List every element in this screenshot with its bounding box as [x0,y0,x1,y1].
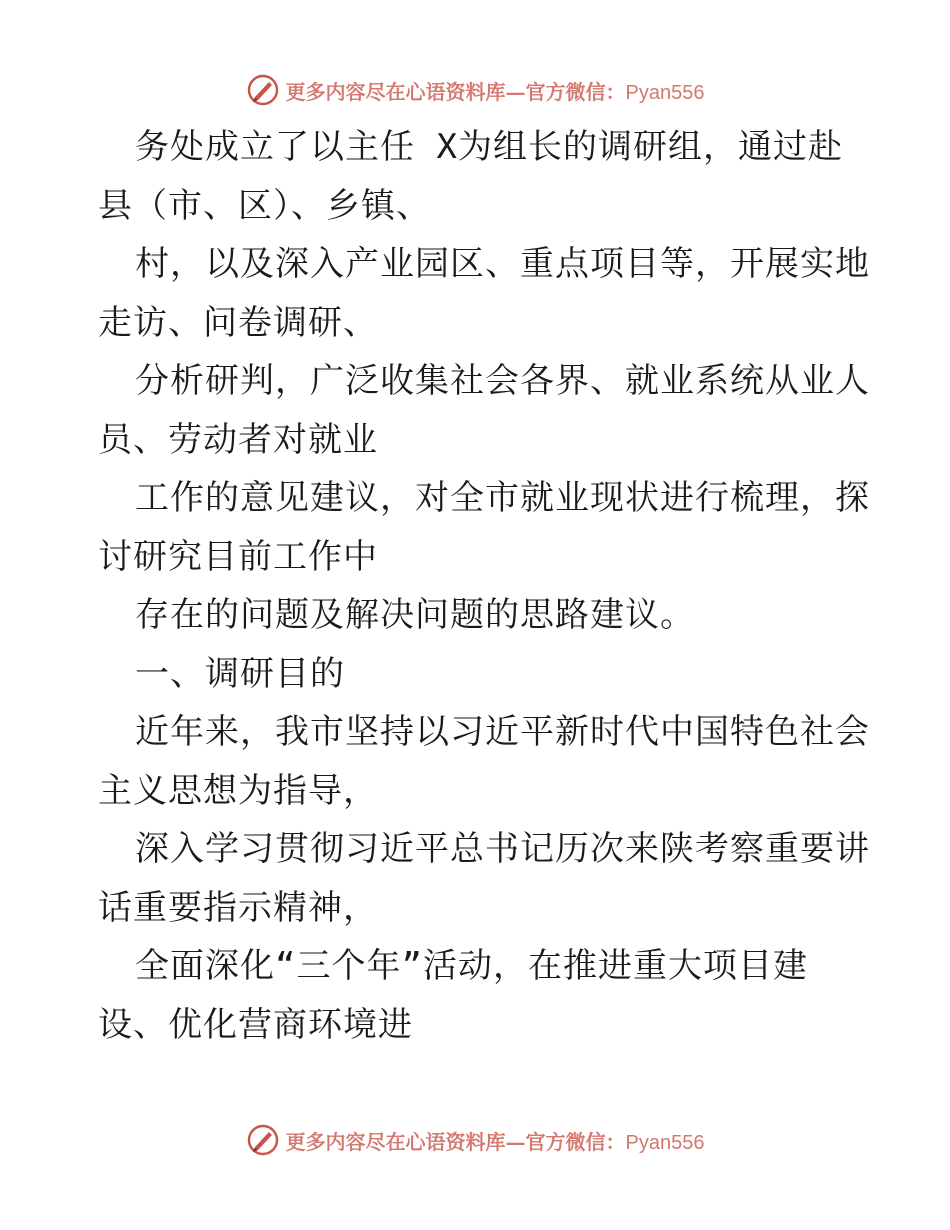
header-banner-wechat-id: Pyan556 [625,81,705,104]
document-line: 全面深化“三个年”活动，在推进重大项目建 [135,946,808,986]
header-watermark-banner [0,70,950,110]
document-line: 话重要指示精神， [98,887,378,928]
document-line: 近年来，我市坚持以习近平新时代中国特色社会 [135,712,870,752]
footer-watermark-banner [0,1120,950,1160]
pen-logo-icon [246,1123,280,1157]
footer-banner-text [286,1126,705,1155]
document-line: 讨研究目前工作中 [98,536,378,577]
document-line: 县（市、区）、乡镇、 [98,185,431,226]
document-line: 村，以及深入产业园区、重点项目等，开展实地 [135,244,870,284]
document-line: 分析研判，广泛收集社会各界、就业系统从业人 [135,361,870,401]
document-line: 一、调研目的 [135,653,345,694]
footer-banner-label: 更多内容尽在心语资料库—官方微信： [285,1129,626,1154]
document-line: 主义思想为指导， [98,770,378,811]
document-line: 员、劳动者对就业 [98,419,378,460]
document-line: 存在的问题及解决问题的思路建议。 [135,595,695,635]
document-body [98,118,868,1054]
footer-banner-wechat-id: Pyan556 [625,1131,705,1154]
document-line: 深入学习贯彻习近平总书记历次来陕考察重要讲 [135,829,870,869]
pen-logo-icon [246,73,280,107]
document-line: 工作的意见建议，对全市就业现状进行梳理，探 [135,478,870,518]
document-line: 走访、问卷调研、 [98,302,378,343]
document-line: 务处成立了以主任 X为组长的调研组，通过赴 [135,127,843,167]
header-banner-label: 更多内容尽在心语资料库—官方微信： [285,79,626,104]
document-line: 设、优化营商环境进 [98,1004,413,1045]
header-banner-text [286,76,705,105]
